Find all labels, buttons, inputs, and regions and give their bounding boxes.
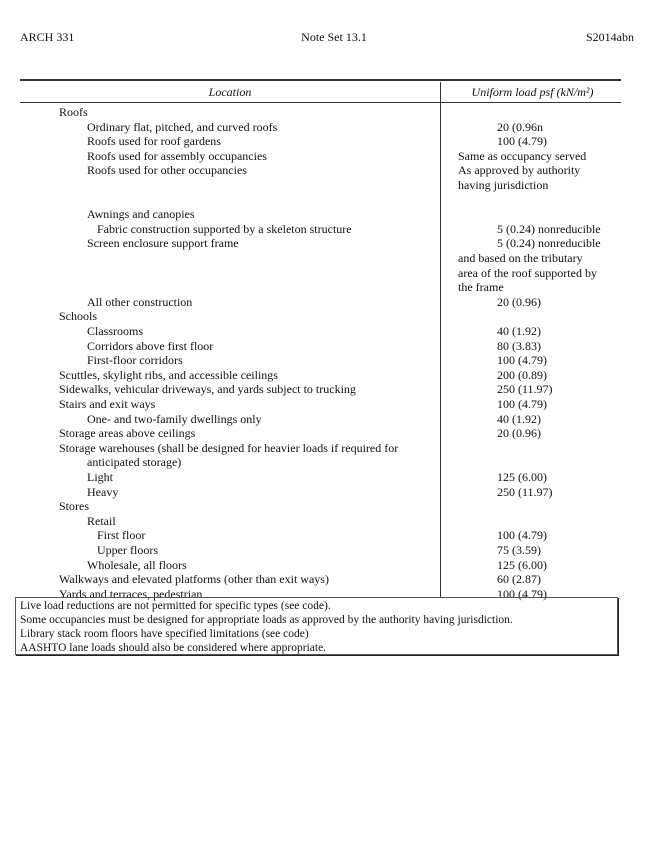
table-row-load: 40 (1.92) [497, 411, 541, 426]
table-row-load: As approved by authority [458, 163, 581, 178]
table-row-load: 60 (2.87) [497, 572, 541, 587]
table-row-load: 100 (4.79) [497, 134, 547, 149]
note-line: AASHTO lane loads should also be considered where appropriate. [20, 642, 327, 654]
table-row-load: 5 (0.24) nonreducible [497, 221, 601, 236]
column-header-location: Location [208, 85, 252, 99]
note-line: Library stack room floors have specified limitations (see code) [20, 628, 309, 640]
table-row-location: Roofs [59, 105, 88, 119]
table-row-load: 100 (4.79) [497, 586, 547, 601]
table-row-location: Light [87, 470, 113, 484]
note-line: Live load reductions are not permitted for specific types (see code). [20, 600, 331, 612]
table-row-load: 20 (0.96) [497, 294, 541, 309]
table-row-location: Upper floors [97, 543, 158, 557]
table-row-location: Retail [87, 513, 116, 528]
table-row-location: Ordinary flat, pitched, and curved roofs [87, 119, 278, 134]
table-row-location: Awnings and canopies [87, 207, 195, 222]
table-row-location: Walkways and elevated platforms (other than exit ways) [59, 572, 329, 587]
table-row-load: Same as occupancy served [458, 148, 587, 163]
header-title: Note Set 13.1 [301, 30, 367, 44]
table-row-load: 5 (0.24) nonreducible [497, 236, 601, 251]
table-row-load: 40 (1.92) [497, 324, 541, 338]
table-row-location: Classrooms [87, 324, 144, 338]
table-row-load: the frame [458, 280, 504, 295]
table-row-load: 125 (6.00) [497, 470, 547, 484]
table-row-load: having jurisdiction [458, 178, 549, 192]
column-divider [440, 82, 441, 597]
table-row-location: Schools [59, 309, 98, 324]
table-row-location: Roofs used for assembly occupancies [87, 148, 267, 163]
table-row-load: 75 (3.59) [497, 543, 541, 557]
table-row-load: 200 (0.89) [497, 367, 547, 382]
note-line: Some occupancies must be designed for appropriate loads as approved by the authority having jurisdiction. [20, 614, 513, 626]
table-row-location: First floor [97, 528, 146, 543]
table-row-load: and based on the tributary [458, 251, 583, 265]
table-row-location: Roofs used for roof gardens [87, 134, 221, 149]
table-row-load: 20 (0.96n [497, 119, 543, 134]
table-row-location: Stairs and exit ways [59, 397, 156, 411]
table-row-load: 20 (0.96) [497, 426, 541, 441]
notes-box [15, 597, 618, 655]
table-row-location: anticipated storage) [87, 455, 182, 470]
table-row-load: 100 (4.79) [497, 528, 547, 543]
table-row-location: Corridors above first floor [87, 338, 214, 353]
table-row-location: Screen enclosure support frame [87, 236, 239, 251]
table-row-location: Roofs used for other occupancies [87, 163, 247, 178]
table-row-location: One- and two-family dwellings only [87, 411, 262, 426]
table-row-location: Storage warehouses (shall be designed for heavier loads if required for [59, 440, 399, 455]
table-row-location: Scuttles, skylight ribs, and accessible ceilings [59, 367, 278, 382]
table-row-load: 250 (11.97) [497, 382, 553, 397]
column-header-load: Uniform load psf (kN/m²) [471, 85, 594, 99]
table-header-row [20, 82, 621, 103]
table-row-load: 250 (11.97) [497, 484, 553, 499]
table-top-rule [20, 79, 621, 81]
header-code: S2014abn [586, 30, 634, 44]
table-row-location: Fabric construction supported by a skeleton structure [97, 221, 352, 236]
table-row-load: 125 (6.00) [497, 557, 547, 572]
table-row-location: Stores [59, 499, 89, 514]
table-row-load: 100 (4.79) [497, 397, 547, 411]
table-row-load: area of the roof supported by [458, 265, 597, 280]
table-row-location: Storage areas above ceilings [59, 426, 196, 441]
table-row-location: Sidewalks, vehicular driveways, and yards subject to trucking [59, 382, 356, 397]
table-row-load: 80 (3.83) [497, 338, 541, 353]
table-row-location: Heavy [87, 484, 119, 499]
table-row-load: 100 (4.79) [497, 353, 547, 368]
table-row-location: Yards and terraces, pedestrian [59, 586, 203, 601]
table-row-location: Wholesale, all floors [87, 557, 187, 572]
header-course: ARCH 331 [20, 30, 75, 44]
table-row-location: First-floor corridors [87, 353, 183, 368]
table-row-location: All other construction [87, 294, 193, 309]
